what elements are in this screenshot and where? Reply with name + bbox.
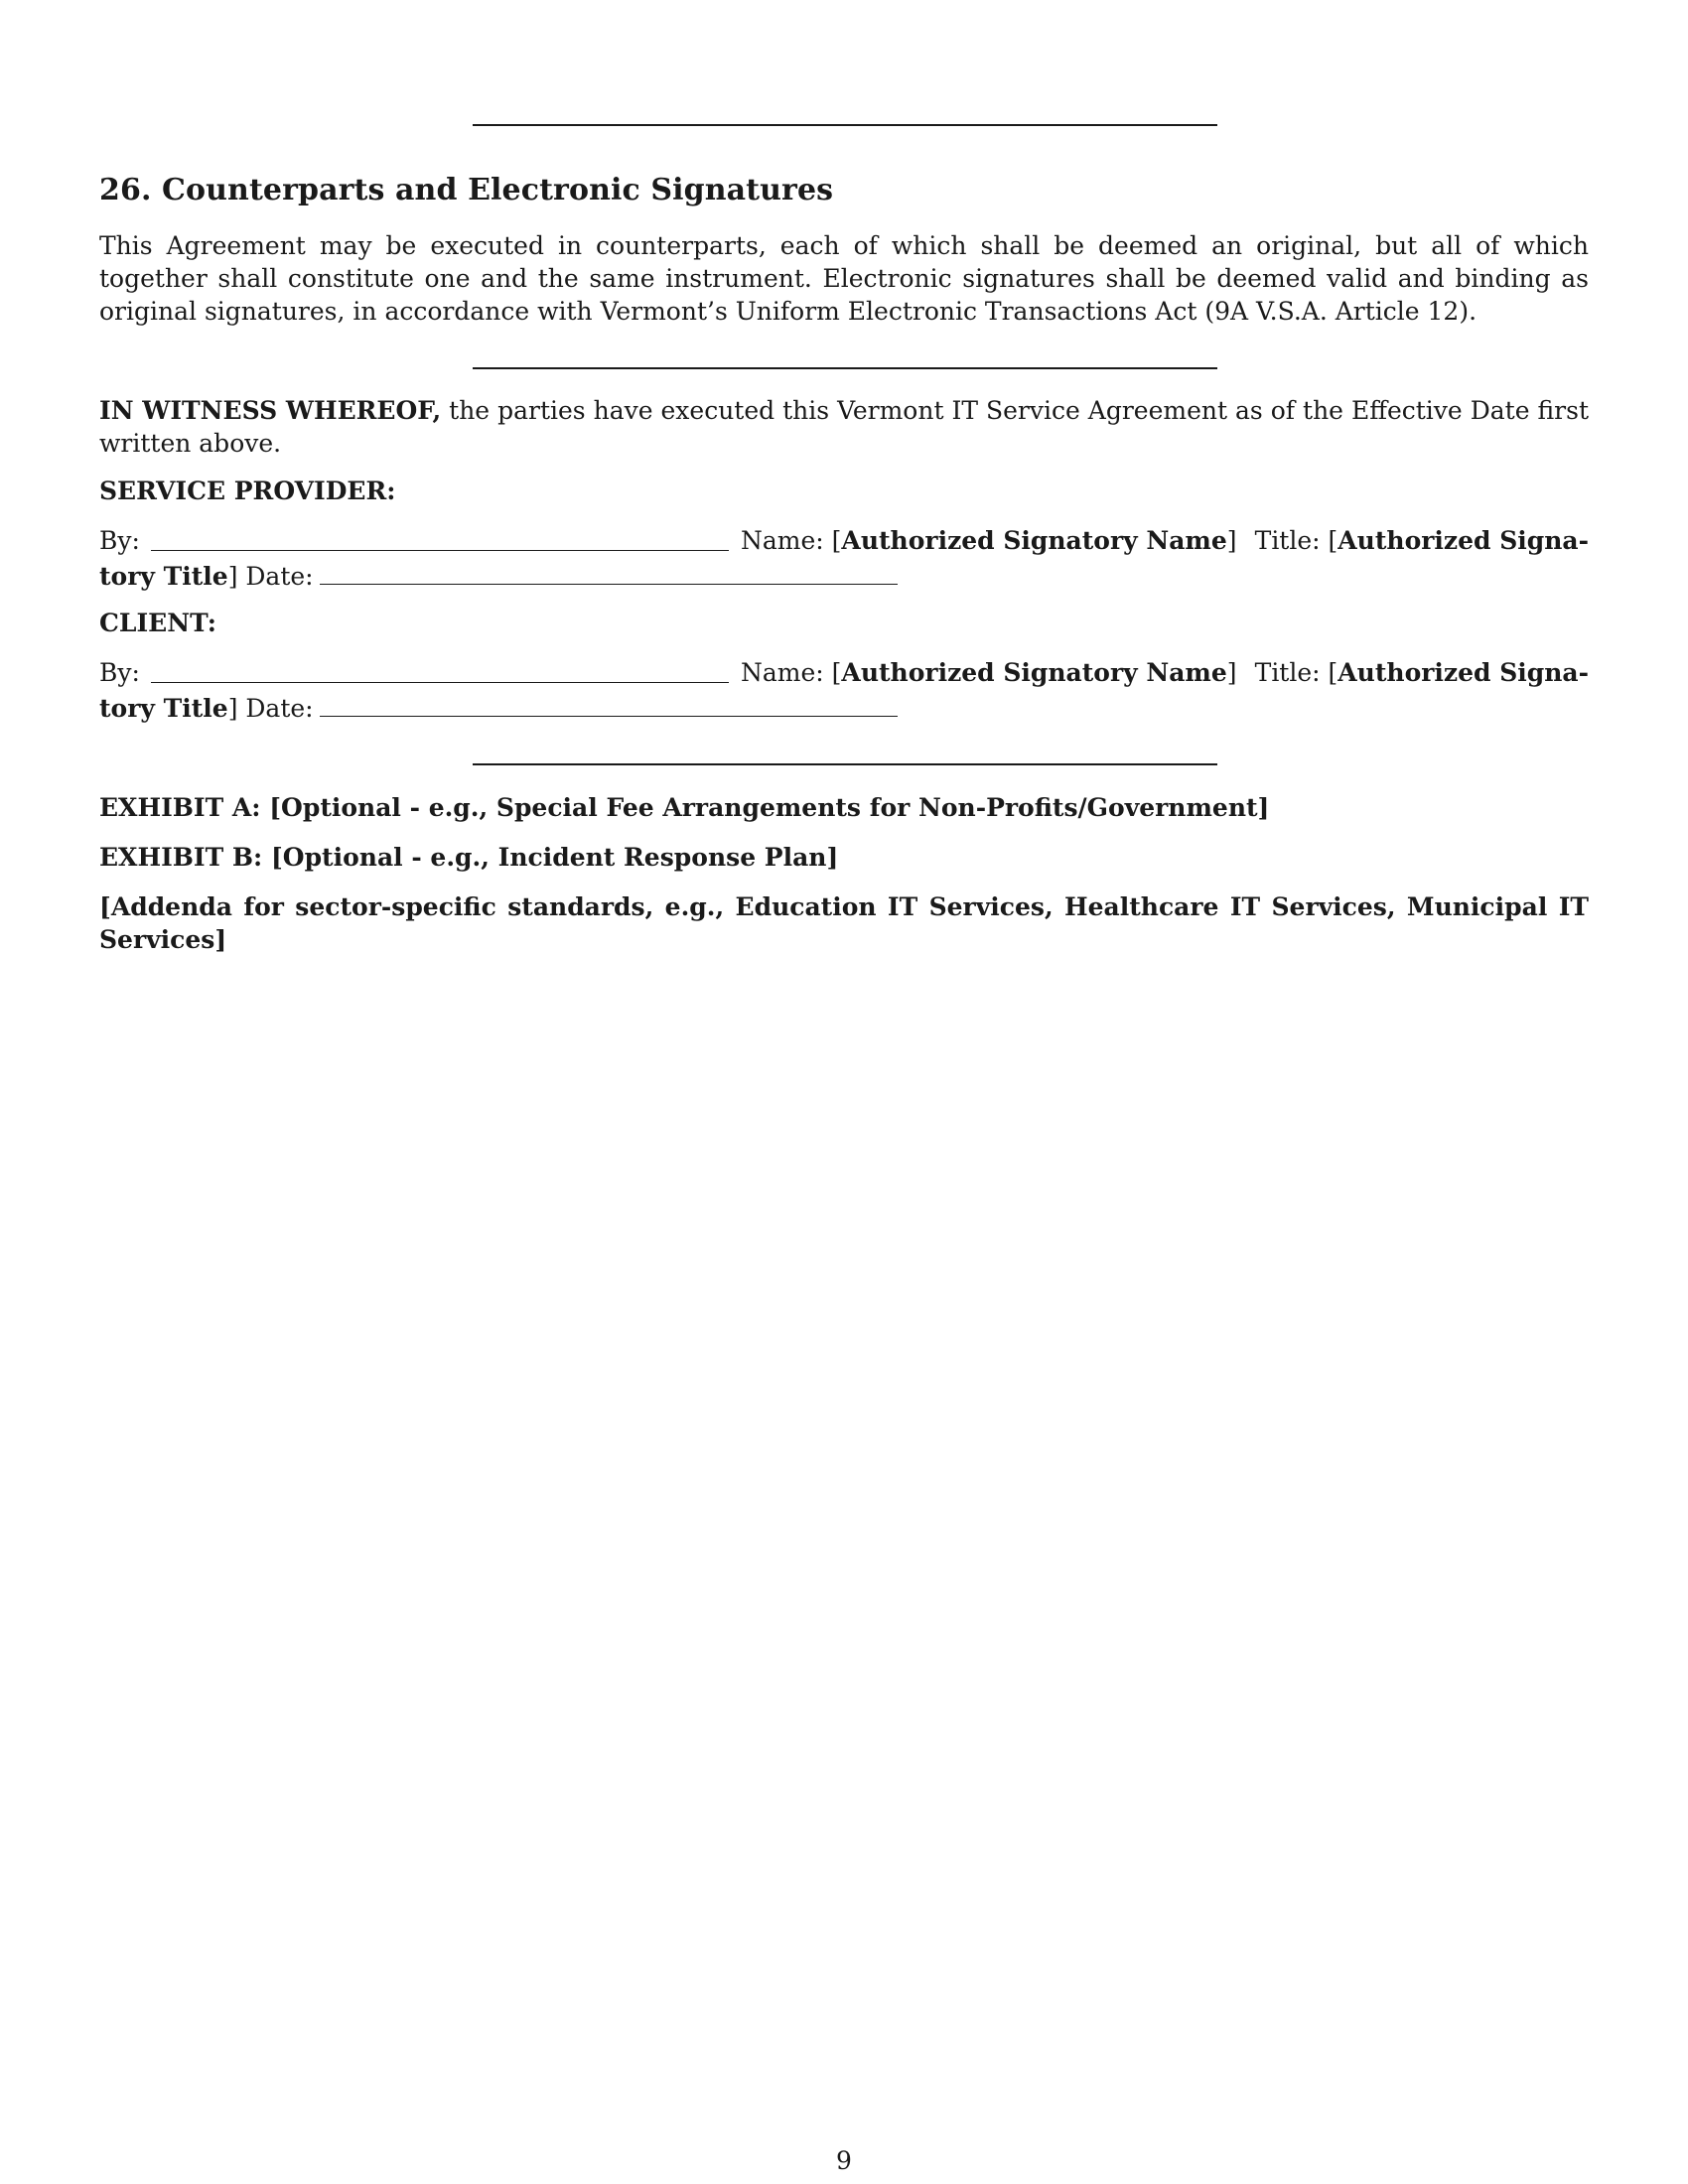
witness-text: the parties have executed this Vermont IT Service Agreement as of the Effective Date first written above.: [99, 396, 1589, 458]
document-page: [99, 0, 1589, 2184]
witness-lead: IN WITNESS WHEREOF,: [99, 396, 442, 425]
section-divider: [473, 763, 1217, 765]
date-label: Date:: [245, 694, 314, 723]
title-value-continued: tory Title: [99, 562, 228, 591]
name-field: Name: [Authorized Signatory Name]: [741, 526, 1237, 555]
exhibit-a: EXHIBIT A: [Optional - e.g., Special Fee Arrangements for Non-Profits/Government]: [99, 793, 1270, 822]
name-label: Name:: [741, 526, 824, 555]
name-label: Name:: [741, 658, 824, 687]
exhibit-b: EXHIBIT B: [Optional - e.g., Incident Response Plan]: [99, 843, 839, 872]
name-value: Authorized Signatory Name: [841, 658, 1227, 687]
service-provider-signature-block: By: Name: [Authorized Signatory Name] Title: [Authorized Signa- tory Title] Date:: [99, 526, 1589, 591]
title-label: Title:: [1254, 658, 1321, 687]
addenda-note: [Addenda for sector-specific standards, e.g., Education IT Services, Healthcare IT Services, Municipal IT Services]: [99, 892, 1589, 954]
section-divider: [473, 367, 1217, 369]
title-value: Authorized Signa-: [1337, 526, 1589, 555]
signature-line[interactable]: [151, 658, 729, 683]
title-label: Title:: [1254, 526, 1321, 555]
witness-paragraph: [99, 394, 1589, 460]
client-signature-block: By: Name: [Authorized Signatory Name] Title: [Authorized Signa- tory Title] Date:: [99, 658, 1589, 723]
title-value: Authorized Signa-: [1337, 658, 1589, 687]
title-value-continued: tory Title: [99, 694, 228, 723]
date-line[interactable]: [320, 560, 898, 585]
date-label: Date:: [245, 562, 314, 591]
title-field: Title: [Authorized Signa-: [1254, 658, 1589, 687]
section-divider: [473, 124, 1217, 126]
signature-line[interactable]: [151, 526, 729, 551]
section-heading: 26. Counterparts and Electronic Signatures: [99, 173, 834, 207]
counterparts-paragraph: This Agreement may be executed in counterparts, each of which shall be deemed an original, but all of which together shall constitute one and the same instrument. Electronic signatures shall be deemed valid and binding as original signatures, in accordance with Vermont’s Uniform Electronic Transactions Act (9A V.S.A. Article 12).: [99, 231, 1589, 326]
title-field: Title: [Authorized Signa-: [1254, 526, 1589, 555]
client-label: CLIENT:: [99, 609, 217, 637]
date-line[interactable]: [320, 692, 898, 717]
service-provider-label: SERVICE PROVIDER:: [99, 477, 396, 505]
by-label: By:: [99, 526, 140, 555]
by-label: By:: [99, 658, 140, 687]
page-number: 9: [836, 2146, 852, 2175]
name-field: Name: [Authorized Signatory Name]: [741, 658, 1237, 687]
name-value: Authorized Signatory Name: [841, 526, 1227, 555]
